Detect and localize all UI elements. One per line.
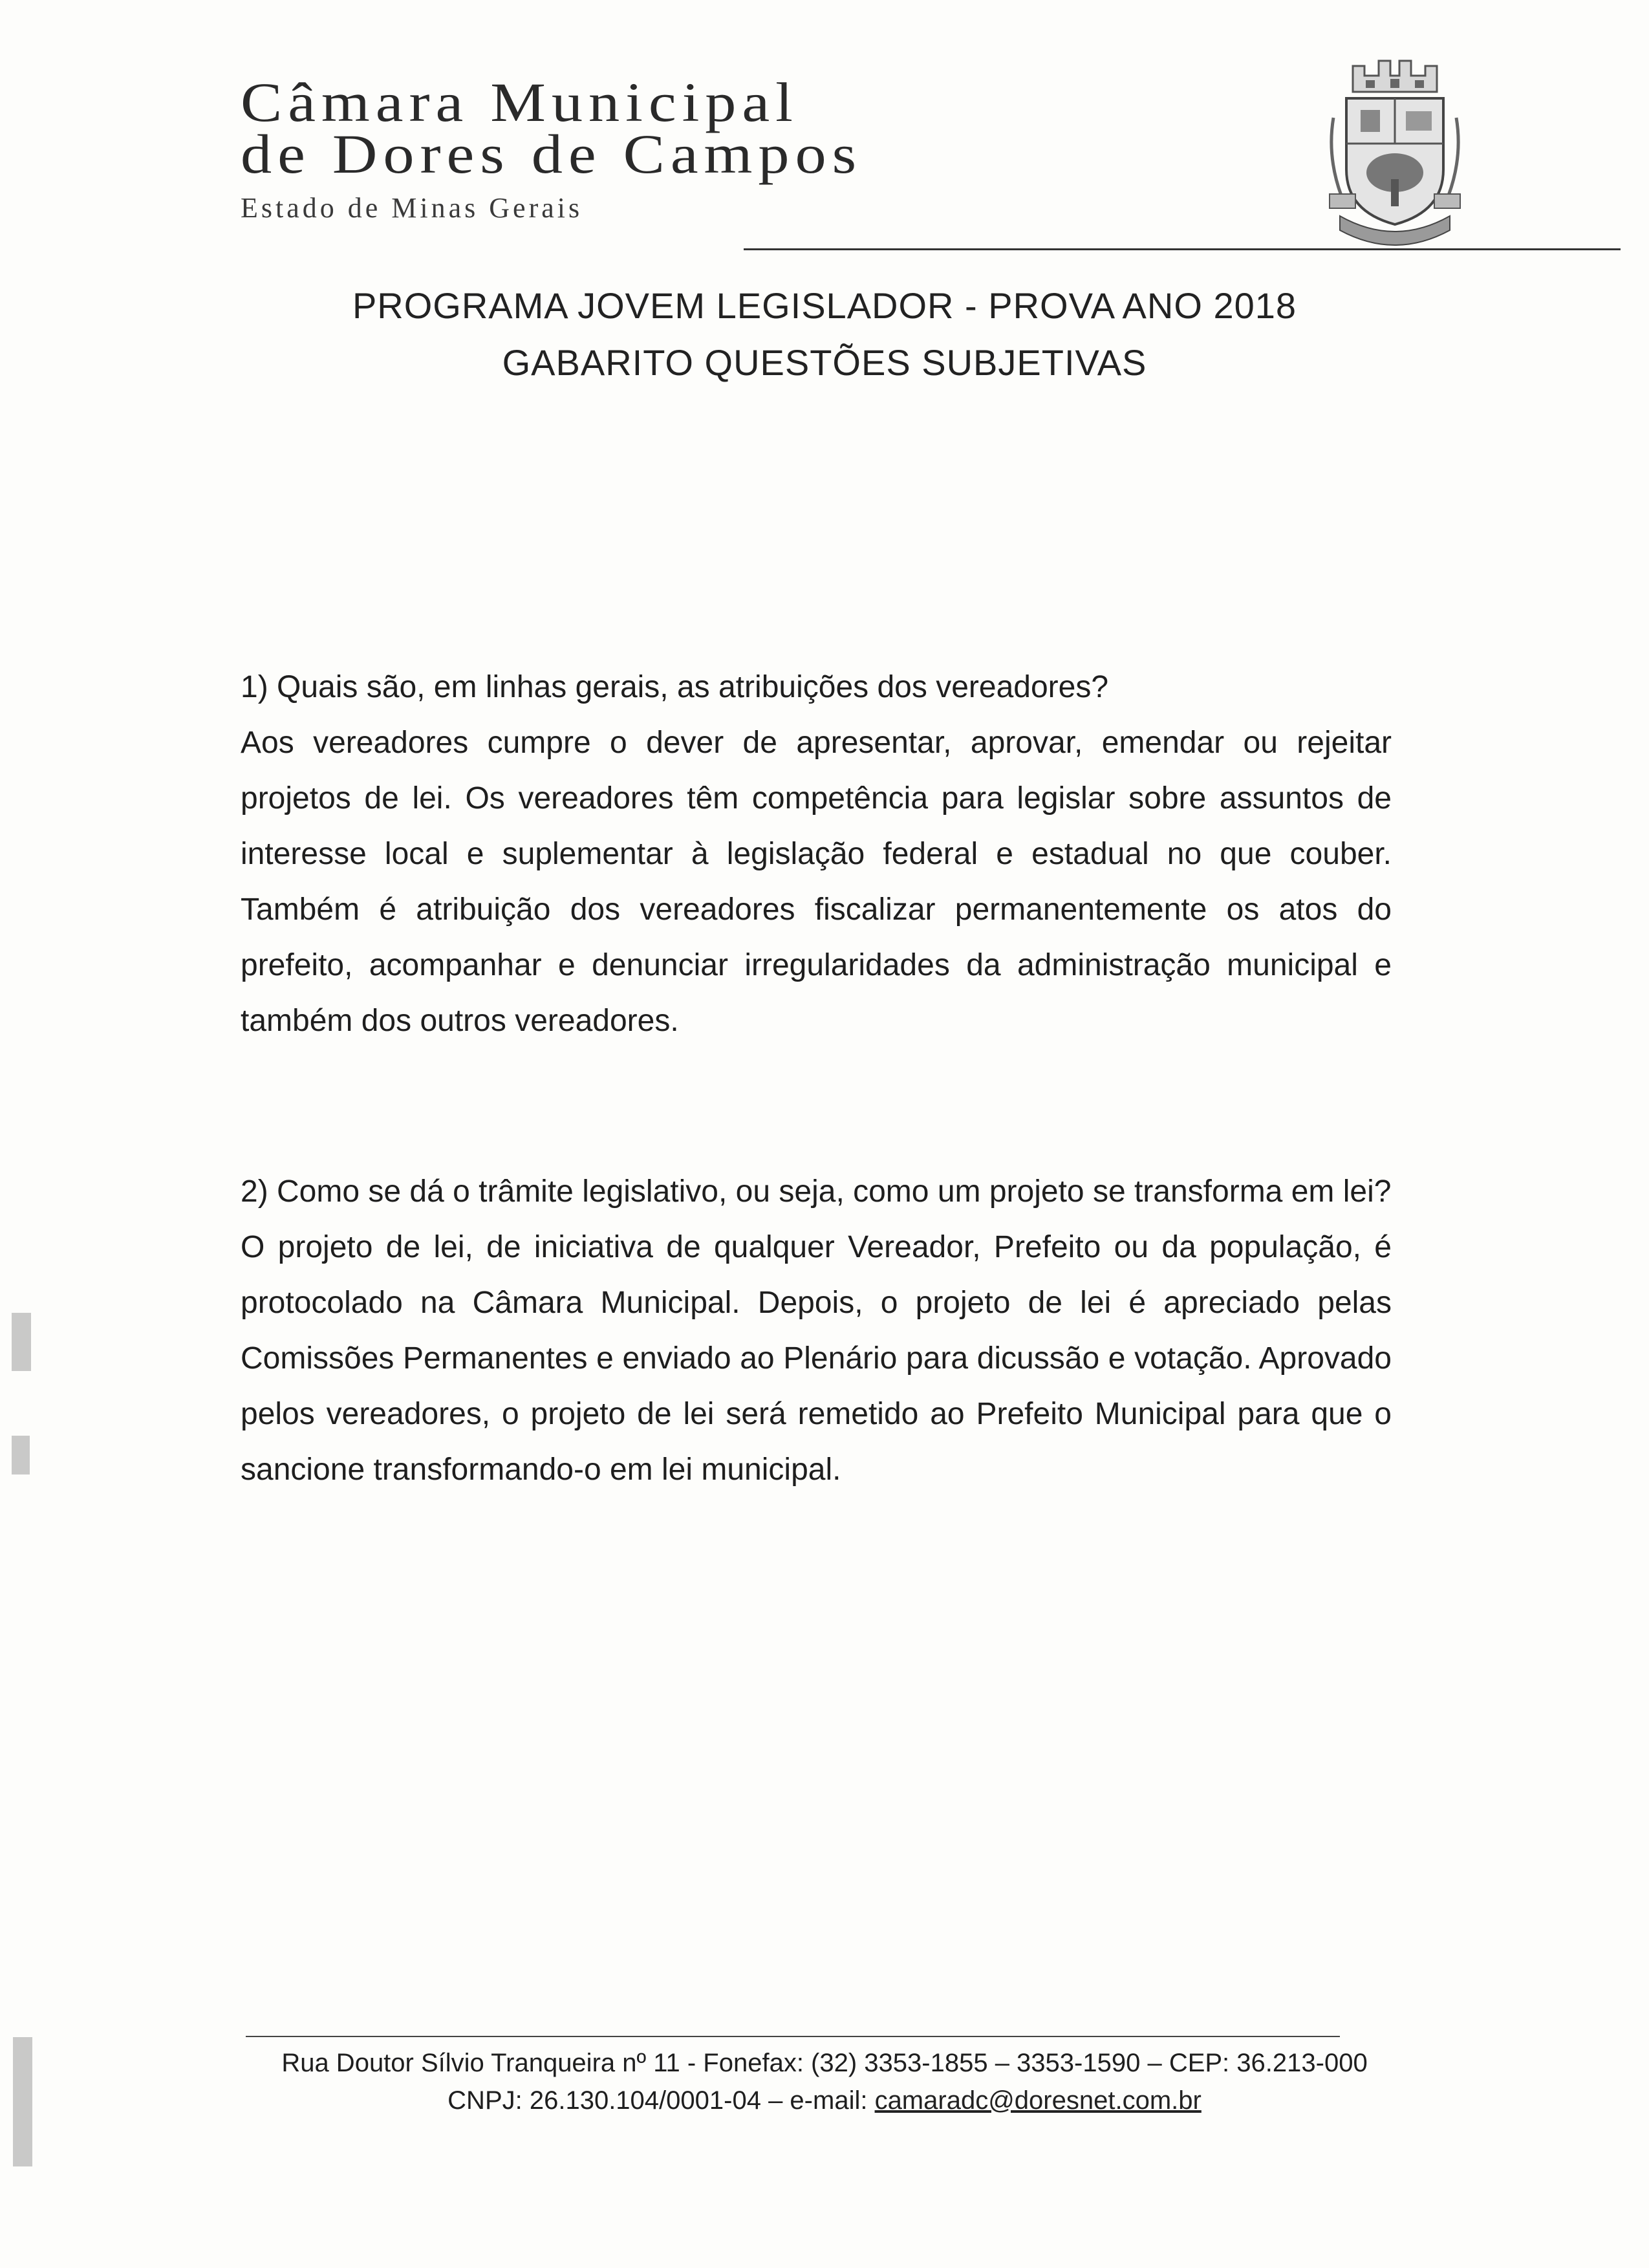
question-block-2 (241, 1164, 1392, 1498)
scan-artifact (12, 1313, 31, 1371)
footer-address: Rua Doutor Sílvio Tranqueira nº 11 - Fonefax: (32) 3353-1855 – 3353-1590 – CEP: 36.213-000 (281, 2049, 1368, 2077)
scan-artifact (13, 2037, 32, 2166)
institution-name-line2: de Dores de Campos (241, 123, 863, 185)
scan-artifact (12, 1436, 30, 1474)
question-block-1 (241, 660, 1392, 1049)
question-2: 2) Como se dá o trâmite legislativo, ou seja, como um projeto se transforma em lei? (241, 1174, 1392, 1209)
footer-divider (246, 2036, 1340, 2037)
footer-contact (0, 2086, 1649, 2115)
answer-2: O projeto de lei, de iniciativa de qualquer Vereador, Prefeito ou da população, é protocolado na Câmara Municipal. Depois, o projeto de lei é apreciado pelas Comissões Permanentes e enviado ao Plenário para dicussão e votação. Aprovado pelos vereadores, o projeto de lei será remetido ao Prefeito Municipal para que o sancione transformando-o em lei municipal. (241, 1230, 1392, 1487)
footer-cnpj: CNPJ: 26.130.104/0001-04 – e-mail: (447, 2086, 875, 2115)
institution-name-line1: Câmara Municipal (241, 71, 799, 133)
footer-email-link[interactable]: camaradc@doresnet.com.br (874, 2086, 1202, 2115)
header-divider (744, 248, 1621, 250)
letterhead (241, 71, 1379, 224)
document-title: PROGRAMA JOVEM LEGISLADOR - PROVA ANO 2018 (352, 285, 1297, 326)
document-subtitle: GABARITO QUESTÕES SUBJETIVAS (502, 342, 1147, 383)
question-1: 1) Quais são, em linhas gerais, as atribuições dos vereadores? (241, 670, 1109, 704)
municipal-coat-of-arms-icon (1327, 47, 1463, 254)
institution-state: Estado de Minas Gerais (241, 192, 583, 224)
answer-1: Aos vereadores cumpre o dever de apresentar, aprovar, emendar ou rejeitar projetos de lei. Os vereadores têm competência para legislar sobre assuntos de interesse local e suplementar à legislação federal e estadual no que couber. Também é atribuição dos vereadores fiscalizar permanentemente os atos do prefeito, acompanhar e denunciar irregularidades da administração municipal e também dos outros vereadores. (241, 726, 1392, 1038)
